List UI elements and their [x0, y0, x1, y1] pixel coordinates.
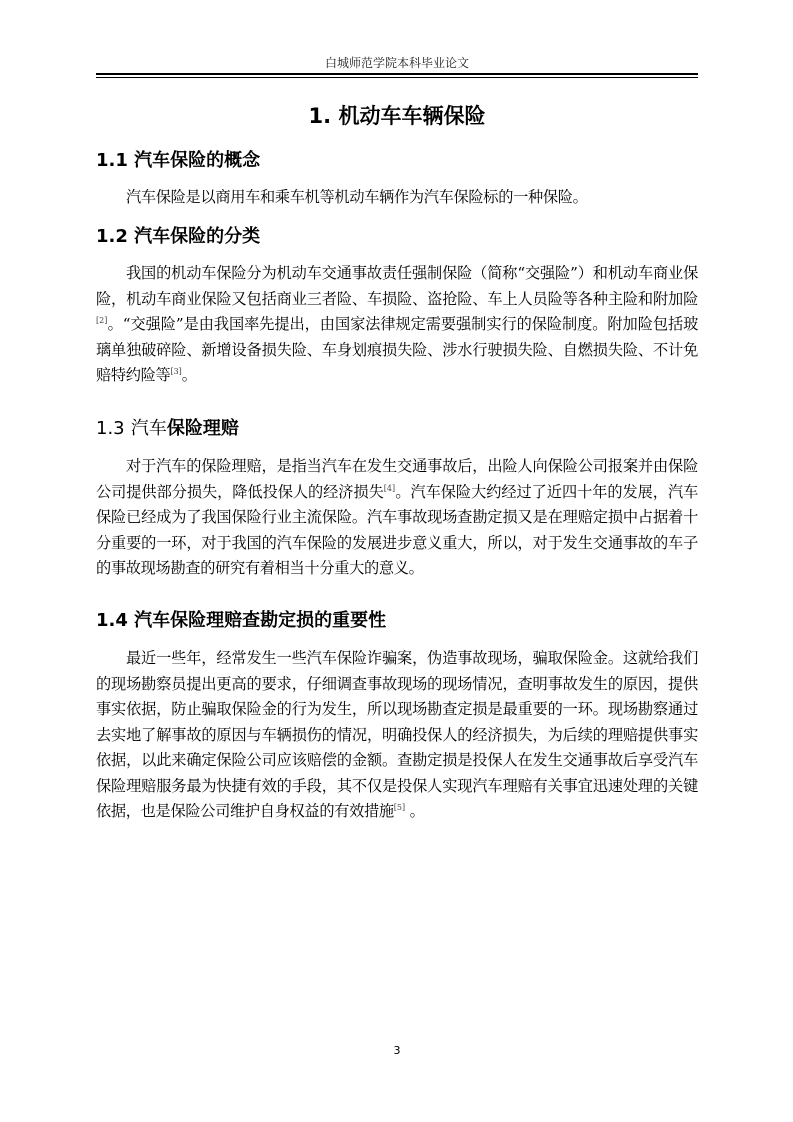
page-header: 白城师范学院本科毕业论文 [324, 56, 469, 70]
header-rule [96, 73, 698, 75]
section-heading-1-3 [96, 416, 698, 442]
paragraph-1-1 [96, 185, 698, 211]
citation-marker: [3] [170, 367, 182, 376]
section-title: 汽车保险的分类 [134, 226, 261, 247]
paragraph-text: 对于汽车的保险理赔，是指当汽车在发生交通事故后，出险人向保险公司报案并由保险公司提供部分损失，降低投保人的经济损失 [96, 457, 698, 501]
paragraph-text: 汽车保险是以商用车和乘车机等机动车辆作为汽车保险标的一种保险。 [126, 188, 588, 206]
paragraph-text: 最近一些年，经常发生一些汽车保险诈骗案，伪造事故现场，骗取保险金。这就给我们的现场勘察员提出更高的要求，仔细调查事故现场的现场情况，查明事故发生的原因，提供事实依据，防止骗取保险金的行为发生，所以现场勘查定损是最重要的一环。现场勘察通过去实地了解事故的原因与车辆损伤的情况，明确投保人的经济损失，为后续的理赔提供事实依据，以此来确定保险公司应该赔偿的金额。查勘定损是投保人在发生交通事故后享受汽车保险理赔服务最为快捷有效的手段，其不仅是投保人实现汽车理赔有关事宜迅速处理的关键依据，也是保险公司维护自身权益的有效措施 [96, 649, 698, 820]
paragraph-text: 。 [181, 366, 197, 384]
section-heading-1-1 [96, 148, 698, 174]
paragraph-text: 。汽车保险大约经过了近四十年的发展，汽车保险已经成为了我国保险行业主流保险。汽车事故现场查勘定损又是在理赔定损中占据着十分重要的一环，对于我国的汽车保险的发展进步意义重大，所以，对于发生交通事故的车子的事故现场勘查的研究有着相当十分重大的意义。 [96, 482, 698, 577]
paragraph-text: 。 [405, 802, 425, 820]
paragraph-text: 我国的机动车保险分为机动车交通事故责任强制保险（简称“交强险”）和机动车商业保险，机动车商业保险又包括商业三者险、车损险、盗抢险、车上人员险等各种主险和附加险 [96, 264, 698, 308]
citation-marker: [5] [393, 803, 406, 812]
section-number: 1.3 [96, 418, 125, 439]
paragraph-1-3 [96, 454, 698, 582]
section-heading-1-4 [96, 608, 698, 634]
header-rule-thin [96, 77, 698, 78]
paragraph-1-4 [96, 646, 698, 825]
section-number: 1.2 [96, 226, 128, 247]
citation-marker: [2] [96, 316, 108, 325]
section-title: 保险理赔 [166, 418, 239, 439]
paragraph-1-2 [96, 261, 698, 389]
page-number: 3 [393, 1044, 401, 1057]
section-title: 汽车保险的概念 [134, 150, 261, 171]
paragraph-text: 。“交强险”是由我国率先提出，由国家法律规定需要强制实行的保险制度。附加险包括玻璃单独破碎险、新增设备损失险、车身划痕损失险、涉水行驶损失险、自燃损失险、不计免赔特约险等 [96, 315, 698, 384]
section-number: 1.4 [96, 610, 128, 631]
section-title: 汽车保险理赔查勘定损的重要性 [134, 610, 387, 631]
section-heading-1-2 [96, 224, 698, 250]
section-title-prefix: 汽车 [130, 418, 167, 439]
section-number: 1.1 [96, 150, 128, 171]
chapter-title: 1. 机动车车辆保险 [308, 104, 486, 128]
citation-marker: [4] [383, 483, 396, 493]
